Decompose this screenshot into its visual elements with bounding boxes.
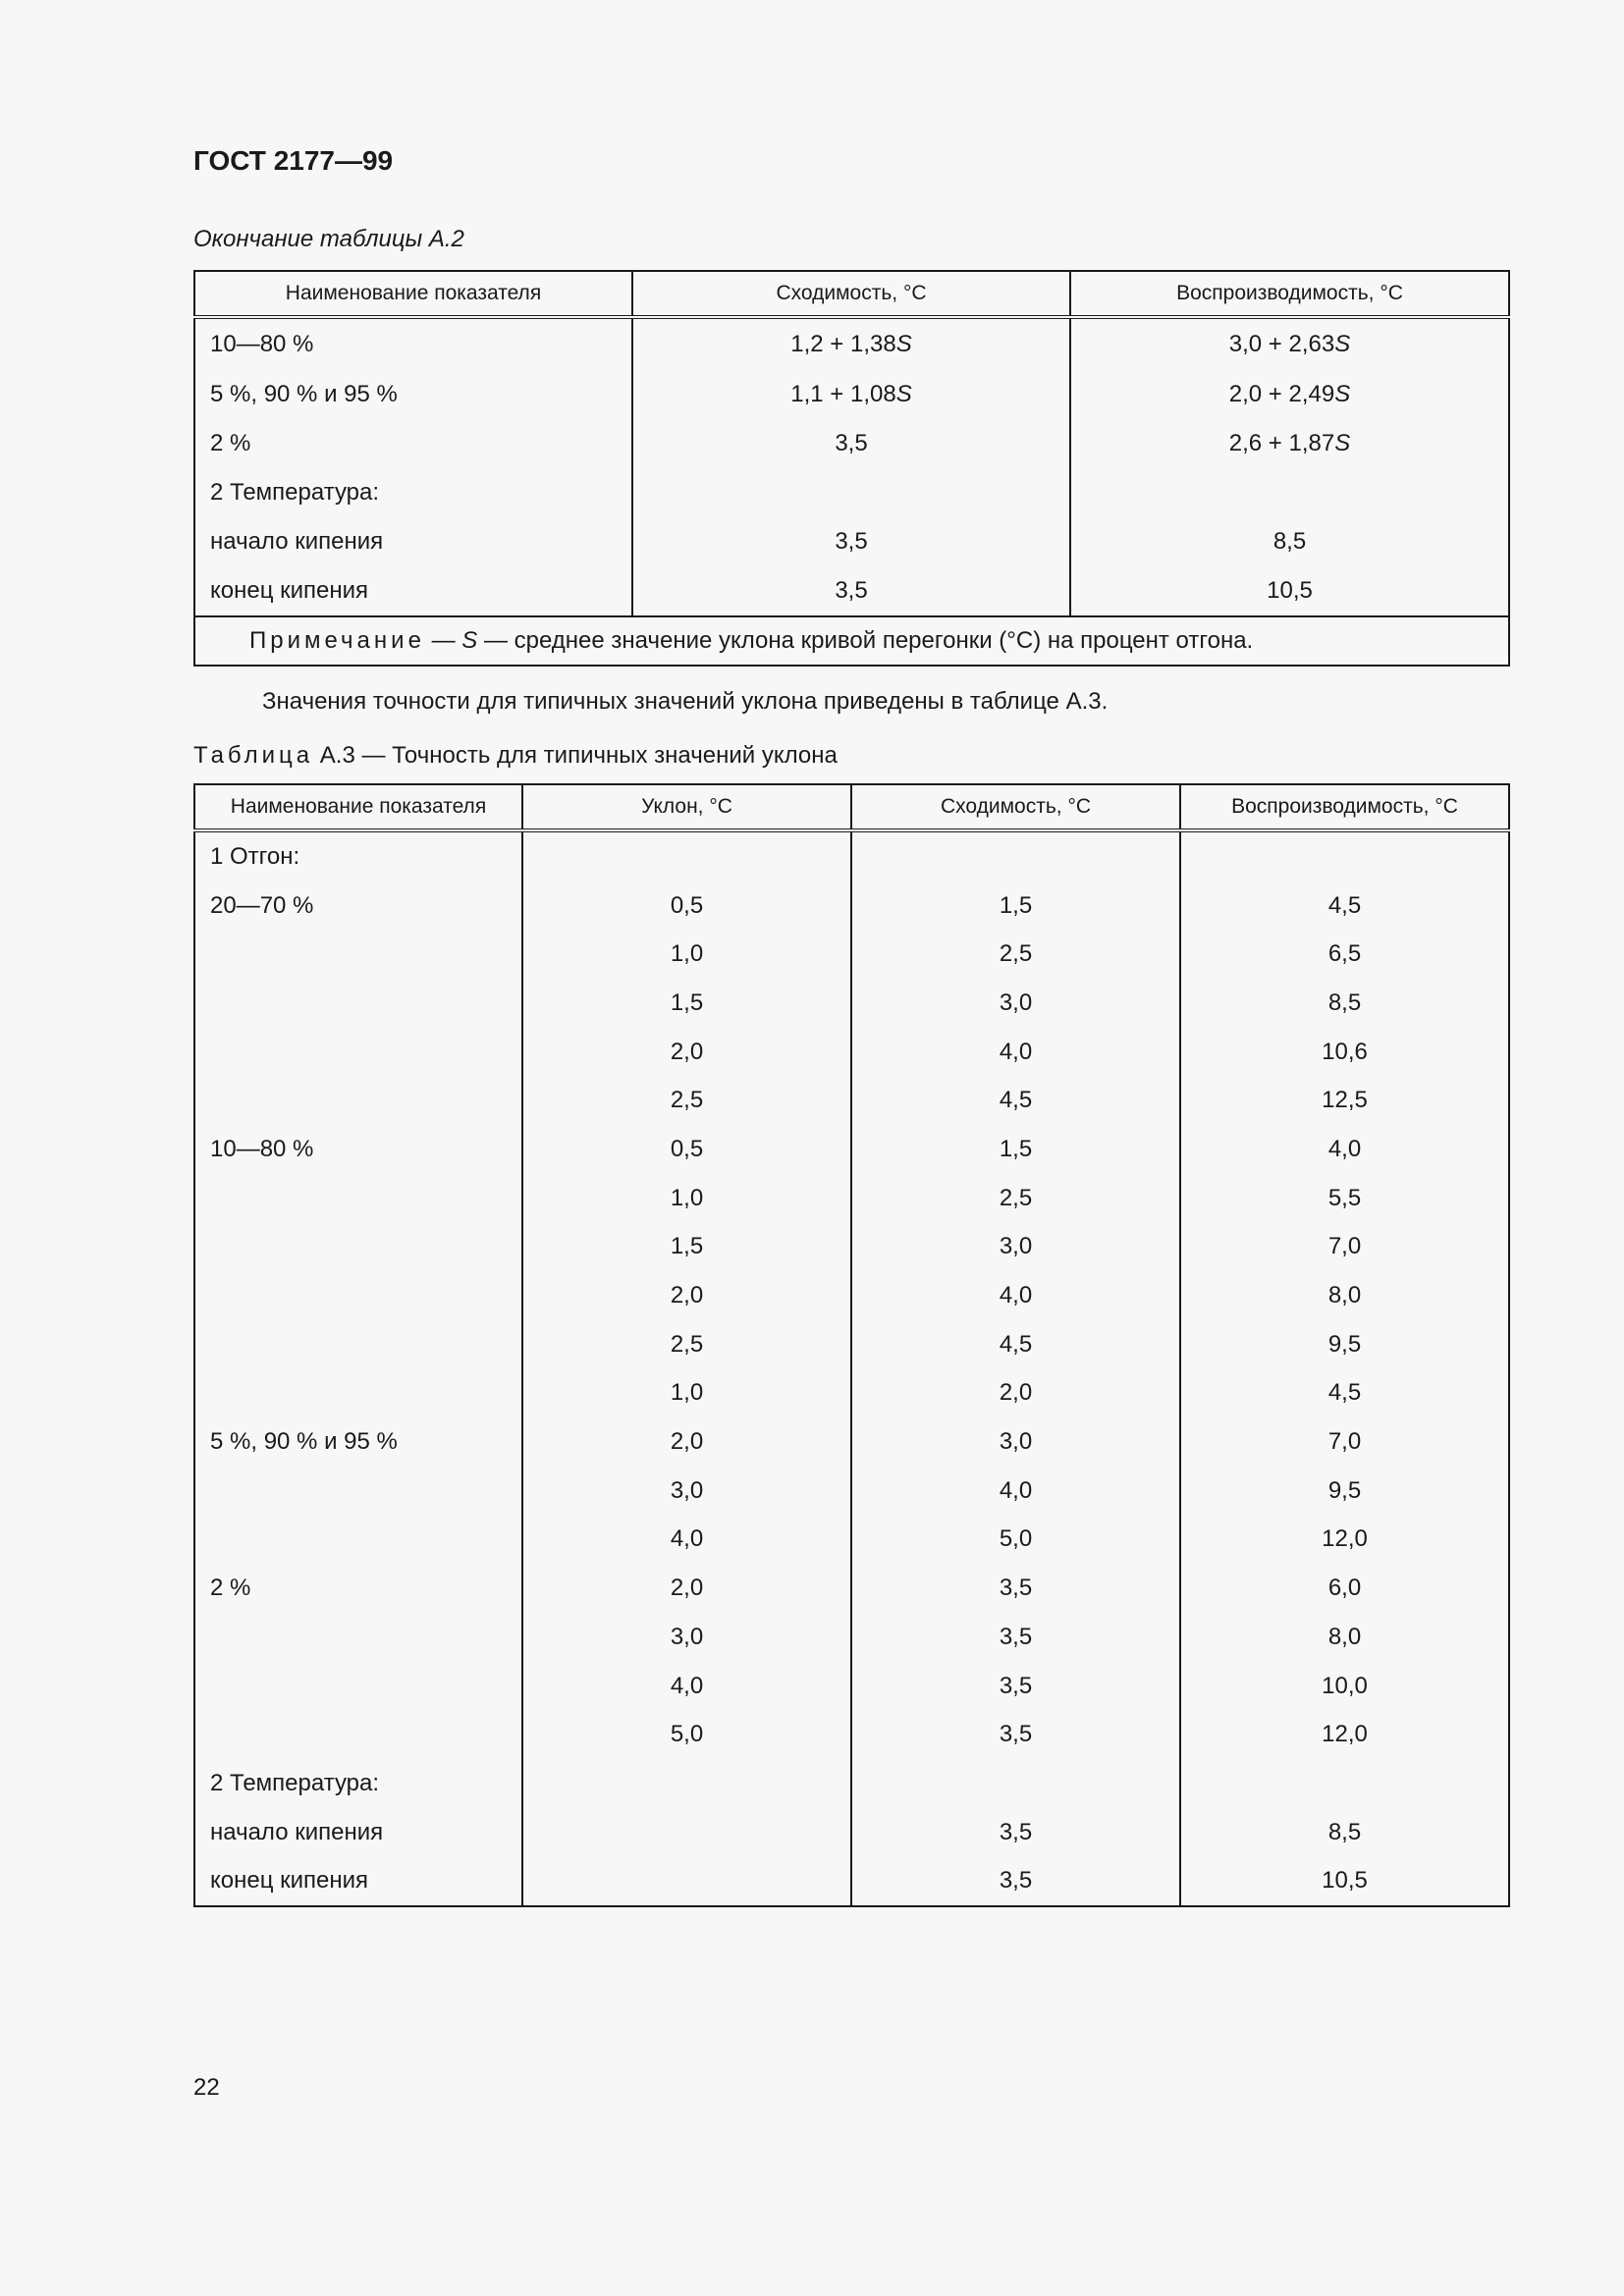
table-cell: начало кипения (194, 1808, 522, 1857)
table-cell: 1,0 (522, 1174, 851, 1223)
table-cell: 8,0 (1180, 1613, 1509, 1662)
table-cell: 3,5 (851, 1662, 1180, 1711)
table-row (194, 1223, 1509, 1272)
table-cell: 2,5 (851, 930, 1180, 979)
note-label: Примечание (249, 627, 425, 654)
table-row (194, 1271, 1509, 1320)
table-cell: 3,0 (851, 1223, 1180, 1272)
table-cell: 2,0 (522, 1028, 851, 1077)
table-cell (1070, 317, 1509, 370)
table-row (194, 370, 1509, 419)
cell-symbol: S (895, 331, 912, 357)
table-cell: конец кипения (194, 1856, 522, 1906)
page-number: 22 (193, 2074, 220, 2101)
cell-value: 1,1 + 1,08 (790, 381, 896, 407)
table-a2-caption: Окончание таблицы А.2 (193, 226, 464, 252)
table-cell: 2,5 (851, 1174, 1180, 1223)
table-row (194, 1369, 1509, 1418)
table-note (194, 616, 1509, 666)
table-cell: 2 % (194, 1564, 522, 1613)
table-cell (522, 1808, 851, 1857)
table-cell: 4,0 (851, 1467, 1180, 1516)
table-cell: 12,0 (1180, 1516, 1509, 1565)
table-cell: 1,5 (522, 1223, 851, 1272)
table-cell: 5 %, 90 % и 95 % (194, 370, 632, 419)
table-cell: 10—80 % (194, 1125, 522, 1174)
table-cell: 1,0 (522, 930, 851, 979)
table-cell: 4,0 (851, 1028, 1180, 1077)
cell-symbol: S (895, 381, 912, 407)
table-cell: 10—80 % (194, 317, 632, 370)
table-row (194, 1076, 1509, 1125)
table-cell (522, 1856, 851, 1906)
table-cell (632, 370, 1070, 419)
table-note-row (194, 616, 1509, 666)
note-text: — среднее значение уклона кривой перегонки (°С) на процент отгона. (477, 627, 1254, 654)
table-row (194, 1028, 1509, 1077)
table-cell (632, 517, 1070, 566)
table-cell: 6,5 (1180, 930, 1509, 979)
table-cell (194, 1028, 522, 1077)
table-cell: 12,0 (1180, 1710, 1509, 1759)
table-cell (632, 317, 1070, 370)
table-cell: 2 % (194, 419, 632, 468)
cell-value: 3,5 (835, 430, 868, 456)
table-cell: 3,0 (522, 1613, 851, 1662)
cell-value: 3,5 (835, 577, 868, 604)
cell-value: 2,0 + 2,49 (1228, 381, 1335, 407)
table-cell: 5,0 (851, 1516, 1180, 1565)
table-cell: 4,5 (1180, 881, 1509, 931)
table-cell: 3,5 (851, 1613, 1180, 1662)
table-cell: 6,0 (1180, 1564, 1509, 1613)
table-row (194, 881, 1509, 931)
table-row (194, 1516, 1509, 1565)
table-cell: 5,5 (1180, 1174, 1509, 1223)
table-cell: 4,0 (851, 1271, 1180, 1320)
table-row (194, 1759, 1509, 1808)
column-header: Наименование показателя (194, 784, 522, 830)
table-cell (194, 1320, 522, 1369)
cell-symbol: S (1334, 430, 1351, 456)
table-cell: конец кипения (194, 566, 632, 616)
table-row (194, 830, 1509, 881)
table-cell: 9,5 (1180, 1320, 1509, 1369)
table-cell: 9,5 (1180, 1467, 1509, 1516)
table-cell: 0,5 (522, 1125, 851, 1174)
table-cell: 1,5 (851, 881, 1180, 931)
table-cell: 2,0 (522, 1417, 851, 1467)
table-cell (632, 468, 1070, 517)
table-row (194, 317, 1509, 370)
table-cell: 0,5 (522, 881, 851, 931)
table-cell: 8,0 (1180, 1271, 1509, 1320)
table-cell: 5 %, 90 % и 95 % (194, 1417, 522, 1467)
table-cell: 2,5 (522, 1320, 851, 1369)
table-cell: 3,5 (851, 1808, 1180, 1857)
table-a3-caption (193, 742, 838, 770)
table-cell: 2 Температура: (194, 1759, 522, 1808)
table-cell: 2 Температура: (194, 468, 632, 517)
table-header-row (194, 271, 1509, 317)
column-header: Наименование показателя (194, 271, 632, 317)
table-cell: 1,0 (522, 1369, 851, 1418)
cell-value: 2,6 + 1,87 (1228, 430, 1335, 456)
table-cell (194, 1271, 522, 1320)
table-cell: 4,0 (1180, 1125, 1509, 1174)
column-header: Сходимость, °С (851, 784, 1180, 830)
table-cell: 7,0 (1180, 1223, 1509, 1272)
table-cell: 8,5 (1180, 979, 1509, 1028)
table-cell: 20—70 % (194, 881, 522, 931)
table-cell: 4,0 (522, 1662, 851, 1711)
table-cell (1070, 419, 1509, 468)
table-row (194, 1320, 1509, 1369)
column-header: Уклон, °С (522, 784, 851, 830)
table-header-row (194, 784, 1509, 830)
table-cell: 4,5 (1180, 1369, 1509, 1418)
table-cell (851, 830, 1180, 881)
caption-label: Таблица (193, 742, 314, 769)
table-cell: 2,0 (851, 1369, 1180, 1418)
table-cell (194, 979, 522, 1028)
column-header: Воспроизводимость, °С (1180, 784, 1509, 830)
table-cell (194, 1710, 522, 1759)
table-cell (1070, 566, 1509, 616)
note-dash: — (424, 627, 462, 654)
table-cell (194, 1369, 522, 1418)
table-cell: 4,5 (851, 1076, 1180, 1125)
table-cell: 3,5 (851, 1856, 1180, 1906)
table-cell (1070, 370, 1509, 419)
table-cell: 3,0 (851, 979, 1180, 1028)
table-cell: начало кипения (194, 517, 632, 566)
table-row (194, 1856, 1509, 1906)
table-cell (632, 566, 1070, 616)
table-cell (194, 1467, 522, 1516)
cell-value: 3,5 (835, 528, 868, 555)
table-cell (632, 419, 1070, 468)
table-cell (194, 1223, 522, 1272)
table-cell: 10,5 (1180, 1856, 1509, 1906)
cell-value: 3,0 + 2,63 (1228, 331, 1335, 357)
cell-symbol: S (1334, 381, 1351, 407)
table-cell: 4,5 (851, 1320, 1180, 1369)
table-cell: 10,0 (1180, 1662, 1509, 1711)
table-row (194, 1417, 1509, 1467)
table-a2 (193, 270, 1510, 667)
table-cell: 12,5 (1180, 1076, 1509, 1125)
table-cell (194, 1662, 522, 1711)
cell-symbol: S (1334, 331, 1351, 357)
table-cell: 3,0 (522, 1467, 851, 1516)
table-row (194, 930, 1509, 979)
table-cell: 10,6 (1180, 1028, 1509, 1077)
table-cell (194, 1613, 522, 1662)
table-cell (522, 830, 851, 881)
table-cell: 1,5 (522, 979, 851, 1028)
table-cell (1180, 1759, 1509, 1808)
table-row (194, 1564, 1509, 1613)
table-cell (851, 1759, 1180, 1808)
table-cell (1070, 468, 1509, 517)
table-cell: 2,0 (522, 1564, 851, 1613)
table-cell (194, 1174, 522, 1223)
table-row (194, 1467, 1509, 1516)
table-cell (194, 930, 522, 979)
table-cell: 3,0 (851, 1417, 1180, 1467)
column-header: Сходимость, °С (632, 271, 1070, 317)
table-cell: 2,0 (522, 1271, 851, 1320)
caption-text: А.3 — Точность для типичных значений уклона (313, 742, 838, 769)
table-row (194, 1613, 1509, 1662)
table-row (194, 1710, 1509, 1759)
table-cell: 1,5 (851, 1125, 1180, 1174)
table-row (194, 979, 1509, 1028)
table-row (194, 1174, 1509, 1223)
table-cell: 1 Отгон: (194, 830, 522, 881)
table-cell (194, 1076, 522, 1125)
cell-value: 8,5 (1272, 528, 1307, 555)
table-a3 (193, 783, 1510, 1907)
table-row (194, 517, 1509, 566)
table-cell (1070, 517, 1509, 566)
table-row (194, 468, 1509, 517)
table-cell: 4,0 (522, 1516, 851, 1565)
table-row (194, 1808, 1509, 1857)
table-cell (1180, 830, 1509, 881)
table-row (194, 1125, 1509, 1174)
document-header: ГОСТ 2177—99 (193, 145, 394, 176)
table-cell: 7,0 (1180, 1417, 1509, 1467)
table-cell (194, 1516, 522, 1565)
table-cell: 2,5 (522, 1076, 851, 1125)
table-row (194, 1662, 1509, 1711)
note-symbol: S (461, 627, 478, 654)
body-paragraph: Значения точности для типичных значений уклона приведены в таблице А.3. (262, 688, 1109, 715)
cell-value: 1,2 + 1,38 (790, 331, 896, 357)
table-row (194, 419, 1509, 468)
table-cell: 8,5 (1180, 1808, 1509, 1857)
table-cell: 5,0 (522, 1710, 851, 1759)
table-cell: 3,5 (851, 1564, 1180, 1613)
column-header: Воспроизводимость, °С (1070, 271, 1509, 317)
table-cell (522, 1759, 851, 1808)
table-row (194, 566, 1509, 616)
table-cell: 3,5 (851, 1710, 1180, 1759)
cell-value: 10,5 (1267, 577, 1313, 604)
